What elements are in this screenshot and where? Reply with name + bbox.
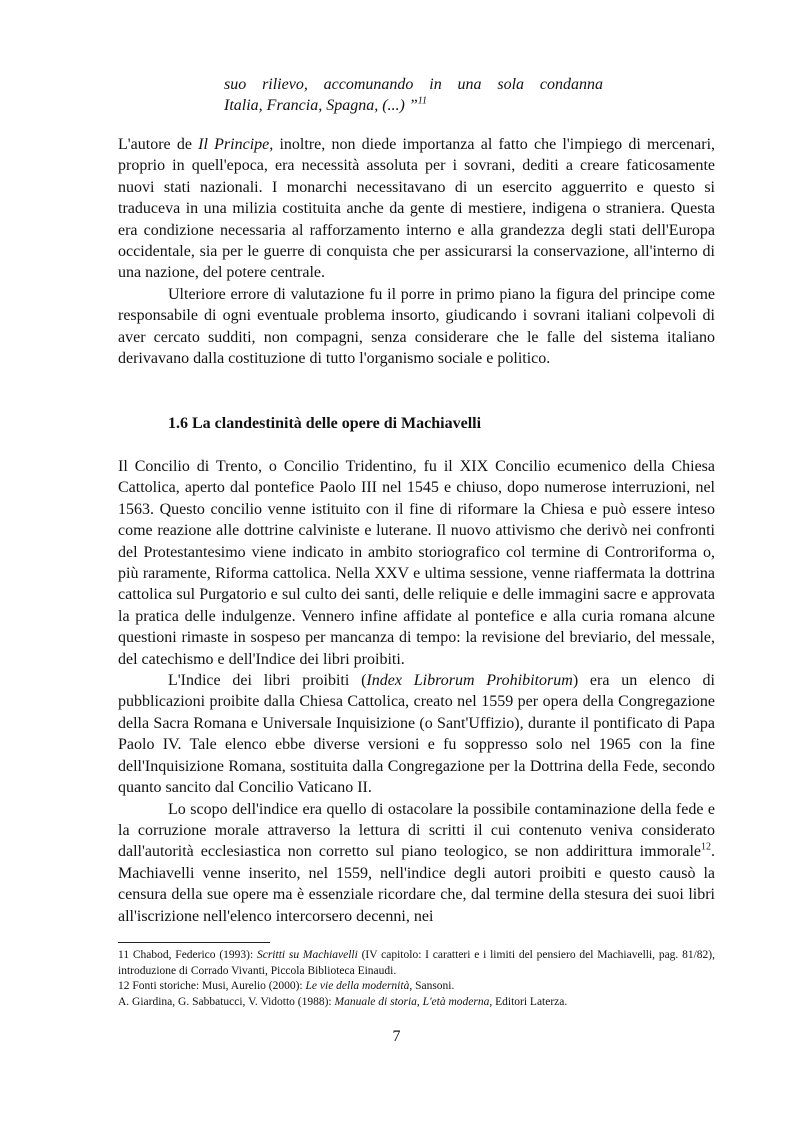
paragraph <box>118 670 715 798</box>
quote-line <box>224 95 603 116</box>
paragraph-text: Lo scopo dell'indice era quello di ostacolare la possibile contaminazione della fede e la corruzione morale attraverso la lettura di scritti il cui contenuto veniva considerato dall'autorità ecclesiastica non corretto sul piano teologico, se non addirittura immorale <box>118 800 715 861</box>
text-block <box>118 134 715 369</box>
footnotes <box>118 948 715 1010</box>
footnote-divider <box>118 942 270 943</box>
footnote <box>118 979 715 995</box>
footnote-title: Scritti su Machiavelli <box>256 949 358 961</box>
footnote-text: A. Giardina, G. Sabbatucci, V. Vidotto (1988): <box>118 995 335 1008</box>
paragraph-text: L'Indice dei libri proibiti ( <box>168 672 367 690</box>
footnote-text: 11 Chabod, Federico (1993): <box>118 949 257 961</box>
paragraph-text: inoltre, non diede importanza al fatto che l'impiego di mercenari, proprio in quell'epoca, era necessità assoluta per i sovrani, dediti a creare faticosamente nuovi stati nazionali. I monarchi necessitavano di un esercito agguerrito e questo si traduceva in una milizia costituita anche da gente di mestiere, indigena o straniera. Questa era condizione necessaria al rafforzamento interno e alla grandezza degli stati dell'Europa occidentale, sia per le guerre di conquista che per assicurarsi la conservazione, all'interno di una nazione, del potere centrale. <box>118 136 716 282</box>
footnote-ref: 12 <box>701 841 711 853</box>
paragraph: Il Concilio di Trento, o Concilio Tridentino, fu il XIX Concilio ecumenico della Chiesa Cattolica, aperto dal pontefice Paolo III nel 1545 e chiuso, dopo numerose interruzioni, nel 1563. Questo concilio venne istituito con il fine di riformare la Chiesa e può essere inteso come reazione alle dottrine calviniste e luterane. Il nuovo attivismo che derivò nei confronti del Protestantesimo viene indicato in ambito storiografico col termine di Controriforma o, più raramente, Riforma cattolica. Nella XXV e ultima sessione, venne riaffermata la dottrina cattolica sul Purgatorio e sul culto dei santi, delle reliquie e delle immagini sacre e approvata la pratica delle indulgenze. Vennero infine affidate al pontefice e alla curia romana alcune questioni rimaste in sospeso per mancanza di tempo: la revisione del breviario, del messale, del catechismo e dell'Indice dei libri proibiti. <box>118 458 715 668</box>
footnote-title: Le vie della modernità <box>305 980 410 992</box>
footnote-text: (IV capitolo: I caratteri e i limiti del pensiero del Machiavelli, pag. 81/82), introduzione di Corrado Vivanti, Piccola Biblioteca Einaudi. <box>118 949 715 977</box>
footnote <box>118 995 715 1011</box>
paragraph-text: . Machiavelli venne inserito, nel 1559, nell'indice degli autori proibiti e questo causò la censura della sue opere ma è essenziale ricordare che, dal termine della stesura dei suoi libri all'iscrizione nell'elenco intercorsero decenni, nei <box>118 843 715 925</box>
footnote-ref: 11 <box>417 95 428 107</box>
footnote-text: 12 Fonti storiche: Musi, Aurelio (2000): <box>118 980 306 992</box>
paragraph: Ulteriore errore di valutazione fu il porre in primo piano la figura del principe come responsabile di ogni eventuale problema insorto, giudicando i sovrani italiani colpevoli di aver cercato sudditi, non compagni, senza considerare che le falle del sistema italiano derivavano dalla costituzione di tutto l'organismo sociale e politico. <box>118 285 715 368</box>
footnote-text: , Editori Laterza. <box>489 995 568 1008</box>
paragraph <box>118 799 715 927</box>
paragraph-text: L'autore de <box>118 136 199 153</box>
paragraph <box>118 134 715 284</box>
quote-line: suo rilievo, accomunando in una sola condanna <box>224 76 603 93</box>
paragraph-text: ) era un elenco di pubblicazioni proibite dalla Chiesa Cattolica, creato nel 1559 per opera della Congregazione della Sacra Romana e Universale Inquisizione (o Sant'Uffizio), durante il pontificato di Papa Paolo IV. Tale elenco ebbe diverse versioni e fu soppresso solo nel 1965 con la fine dell'Inquisizione Romana, sostituita dalla Congregazione per la Dottrina della Fede, secondo quanto sancito dal Concilio Vaticano II. <box>118 672 716 797</box>
latin-title: Index Librorum Prohibitorum <box>366 672 573 690</box>
quote-text: Italia, Francia, Spagna, (...) ” <box>224 97 418 114</box>
footnote <box>118 948 715 979</box>
footnote-text: , Sansoni. <box>409 980 455 992</box>
section-heading: 1.6 La clandestinità delle opere di Machiavelli <box>168 415 482 432</box>
book-title: Il Principe, <box>198 136 274 153</box>
page-number: 7 <box>392 1028 401 1045</box>
footnote-title: Manuale di storia, L'età moderna <box>334 995 490 1008</box>
block-quote <box>224 74 603 116</box>
text-block <box>118 456 715 927</box>
